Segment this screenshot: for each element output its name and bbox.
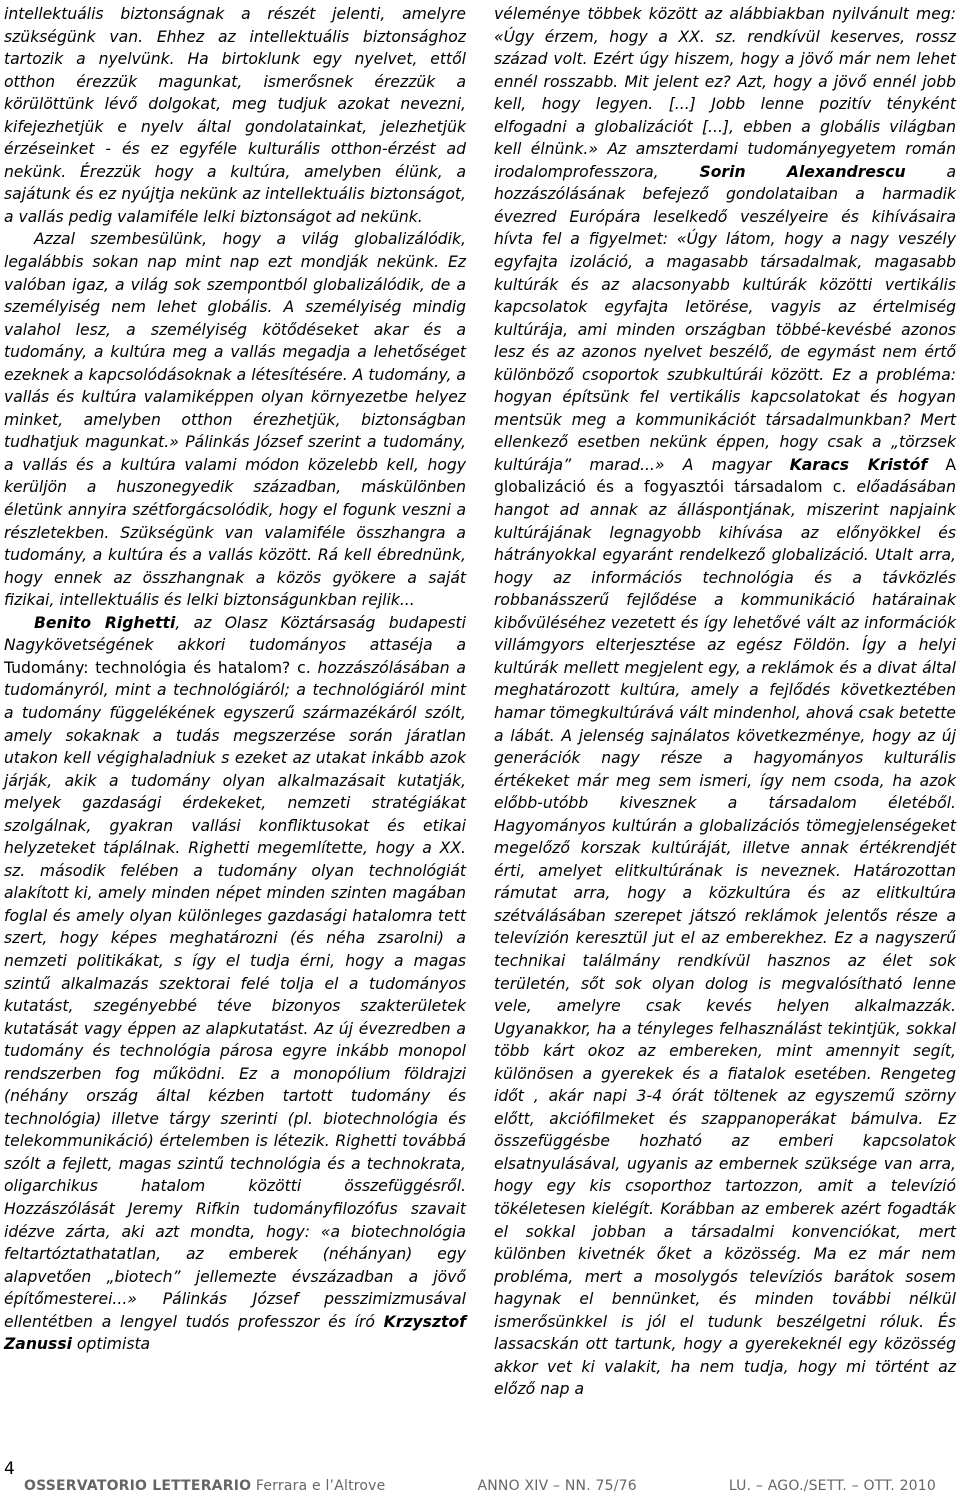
paragraph-text: optimista [71, 1335, 151, 1354]
page-number: 4 [4, 1459, 15, 1479]
journal-subtitle: Ferrara e l’Altrove [251, 1478, 386, 1494]
issue-months: LU. – AGO./SETT. – OTT. 2010 [728, 1478, 936, 1494]
paragraph-text: véleménye többek között az alábbiakban nyilvánult meg: «Úgy érzem, hogy a XX. sz. rendkívül keserves, rossz század volt. Ezért úgy hiszem, hogy a jövő már nem lehet ennél rosszabb. Mit jelent ez? Azt, hogy a jövő ennél jobb kell, hogy legyen. [...] Jobb lenne pozitív tényként elfogadni a globalizációt [...], ebben a globális világban kell élnünk.» Az amszterdami tudományegyetem román irodalomprofesszora, [494, 5, 956, 181]
paragraph-text: a hozzászólásának befejező gondolataiban a harmadik évezred Európára leselkedő veszélyeire és kihívásaira hívta fel a figyelmet: «Úgy látom, hogy a nagy veszély egyfajta izoláció, a magasabb társadalmak, magasabb kultúrák és az alacsonyabb kultúrák közötti vertikális kapcsolatok egyfajta letörése, vagyis az értelmiség kultúrája, ami minden országban többé-kevésbé azonos lesz és az azonos nyelvet beszélő, de egymást nem értő különböző csoportok szubkultúrái között. Ez a probléma: hogyan építsünk fel vertikális kapcsolatokat és hogyan mentsük meg a kommunikációt társadalmunkban? Mert ellenkező esetben nekünk éppen, hogy csak a „törzsek kultúrája” marad...» A magyar [494, 162, 957, 474]
footer-row [24, 1478, 936, 1494]
right-column [494, 3, 956, 1401]
person-name: Krzysztof Zanussi [4, 1312, 466, 1354]
paragraph-text: előadásában hangot ad annak az álláspontjának, miszerint napjaink kultúrájának legnagyobb kihívása az előnyökkel és hátrányokkal egyaránt rendelkező globalizáció. Utalt arra, hogy az információs technológia és a távközlés robbanásszerű fejlődése a kommunikáció határainak kibővüléséhez vezetett és így lehetővé vált az információk villámgyors elterjesztése az egész Földön. Így a helyi kultúrák mellett megjelent egy, a reklámok és a divat által meghatározott kultúra, amely a fejlődés következtében hamar tömegkultúrává vált mindenhol, ahová csak betette a lábát. A jelenség sajnálatos következménye, hogy az új generációk nagy része a hagyományos kulturális értékeket már meg sem ismeri, így nem csoda, ha azok előbb-utóbb kivesznek a társadalom életéből. Hagyományos kultúrán a globalizációs tömegjelenségeket megelőző korszak kultúráját, illetve annak értékrendjét érti, amelyet elitkultúrának is neveznek. Határozottan rámutat arra, hogy a közkultúra és az elitkultúra szétválásában szerepet játszó reklámok jelentős része a televízión keresztül jut el az emberekhez. Ez a nagyszerű technikai találmány rendkívül hasznos az élet sok területén, sőt sok olyan dolog is megvalósítható lenne vele, amelyre csak kevés helyen alkalmazzák. Ugyanakkor, ha a tényleges felhasználást tekintjük, sokkal több kárt okoz az embereken, mint amennyit segít, különösen a gyerekek és a fiatalok esetében. Rengeteg időt , akár napi 3-4 órát töltenek az egyszemű szörny előtt, akciófilmeket és szappanoperákat bámulva. Ez összefüggésbe hozható az emberi kapcsolatok elsatnyulásával, ugyanis az embernek szüksége van arra, hogy egy kis csoporthoz tartozzon, amit a televízió tökéletesen kielégít. Korábban az emberek azért fogadták el sokkal jobban a társadalmi konvenciókat, mert különben kivetnék őket a közösség. Ma ez már nem probléma, mert a mosolygós televíziós barátok sosem hagynak el bennünket, és minden további nélkül ismerősünkkel is jól el tudunk beszélgetni róluk. És lassacskán ott tartunk, hogy a gyerekeknél egy közösség akkor vet ki valakit, ha nem tudja, hogy mi történt az előző nap a [494, 478, 956, 1399]
paragraph [494, 3, 956, 1401]
paragraph-text: A személyiség mindig valahol lesz, a személyiség kötődéseket akar és a tudomány, a kultúra meg a vallás megadja a lehetőséget ezeknek a kapcsolódásoknak a létesítésére. A tudomány, a vallás és kultúra valamiképpen olyan környezetbe helyez minket, amelyben otthon érezhetjük, biztonságban tudhatjuk magunkat.» Pálinkás József szerint a tudomány, a vallás és a kultúra valami módon közelebb kell, hogy kerüljön a huszonegyedik században, máskülönben életünk annyira szétforgácsolódik, hogy el fogunk veszni a részletekben. Szükségünk van valamiféle összhangra a tudomány, a kultúra és a vallás között. Rá kell ébrednünk, hogy ennek az összhangnak a közös gyökere a saját fizikai, intellektuális és lelki biztonságunkban rejlik... [4, 298, 466, 610]
issue-number: ANNO XIV – NN. 75/76 [477, 1478, 637, 1494]
journal-name: OSSERVATORIO LETTERARIO [24, 1478, 252, 1494]
paragraph-text: Ha birtoklunk egy nyelvet, ettől otthon érezzük magunkat, ismerősnek érezzük a körülöttünk lévő dolgokat, meg tudjuk azokat nevezni, kifejezhetjük e nyelv által gondolatainkat, jelezhetjük érzéseinket - és ez egyféle kulturális otthon-érzést ad nekünk. Érezzük hogy a kultúra, amelyben élünk, a sajátunk és ez nyújtja nekünk az intellektuális biztonságot, a vallás pedig valamiféle lelki biztonságot ad nekünk. [4, 50, 466, 226]
paragraph [4, 228, 466, 611]
paragraph [4, 3, 466, 228]
paragraph-text: intellektuális biztonságnak a részét jelenti, amelyre szükségünk van. Ehhez az intellektuális biztonsághoz tartozik a nyelvünk. [4, 5, 466, 69]
journal-title [24, 1478, 385, 1494]
person-name: Sorin Alexandrescu [699, 162, 906, 181]
lecture-title: A globalizáció és a fogyasztói társadalom c. [494, 455, 957, 497]
lecture-title: Tudomány: technológia és hatalom? c. [4, 658, 311, 677]
person-name: Benito Righetti [34, 613, 176, 632]
page-footer [0, 1452, 960, 1496]
paragraph-text: Azzal szembesülünk, hogy a világ globalizálódik, legalábbis sokan nap mint nap ezt mondják nekünk. Ez valóban igaz, a világ sok szempontból globalizálódik, de a személyiség nem lehet globális. [4, 230, 466, 317]
left-column [4, 3, 466, 1356]
person-name: Karacs Kristóf [789, 455, 928, 474]
paragraph [4, 612, 466, 1356]
paragraph-text: hozzászólásában a tudományról, mint a technológiáról; a technológiáról mint a tudomány függelékének egyszerű származékáról szólt, amely sokaknak a tudás megszerzése során járatlan utakon kell végighaladniuk s ezeket az utakat inkább azok járják, akik a tudomány olyan alkalmazásait kutatják, melyek gazdasági érdekeket, nemzeti stratégiákat szolgálnak, gyakran vallási konfliktusokat és etikai helyzeteket táplálnak. Righetti megemlítette, hogy a XX. sz. második felében a tudomány olyan technológiát alakított ki, amely minden népet minden szinten magában foglal és amely olyan különleges gazdasági hatalomra tett szert, hogy képes meghatározni (és néha zsarolni) a nemzeti politikákat, s így el tudja érni, hogy a magas szintű alkalmazás szektorai felé tolja el a tudományos kutatást, szegényebbé téve bizonyos szakterületek kutatását vagy éppen az alapkutatást. Az új évezredben a tudomány és technológia párosa egyre inkább monopol rendszerben fog működni. Ez a monopólium földrajzi (néhány ország által kézben tartott tudomány és technológia) illetve tárgy szerinti (pl. biotechnológia és telekommunikáció) értelemben is létezik. Righetti továbbá szólt a fejlett, magas szintű technológia és a technokrata, oligarchikus hatalom közötti összefüggésről. Hozzászólását Jeremy Rifkin tudományfilozófus szavait idézve zárta, aki azt mondta, hogy: «a biotechnológia feltartóztathatatlan, az emberek (néhányan) egy alapvetően „biotech” jellemezte évszázadban a jövő építőmesterei...» Pálinkás József pesszimizmusával ellentétben a lengyel tudós professzor és író [4, 658, 466, 1331]
paragraph-text: , az Olasz Köztársaság budapesti Nagykövetségének akkori tudományos attaséja a [4, 613, 467, 655]
